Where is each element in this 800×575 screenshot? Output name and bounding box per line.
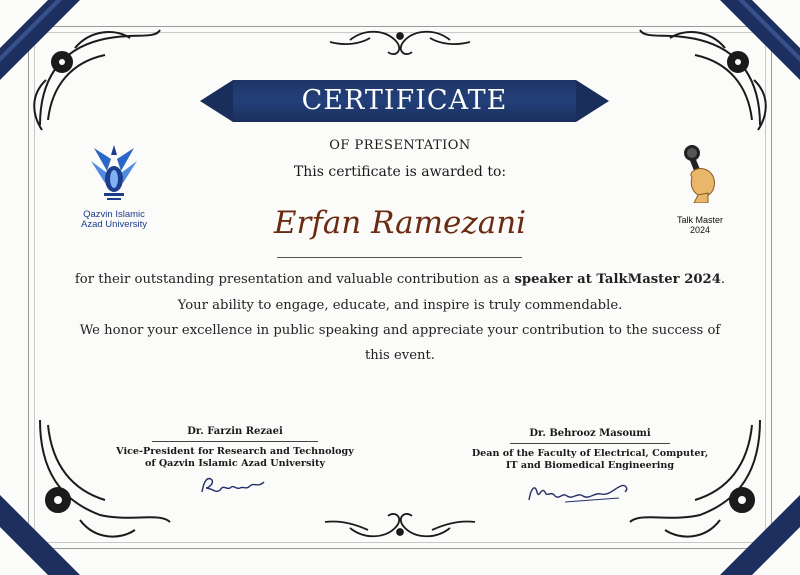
body-line-1-bold: speaker at TalkMaster 2024 [514,272,721,287]
signatory-name: Dr. Behrooz Masoumi [529,428,651,439]
awarded-text: This certificate is awarded to: [293,164,507,180]
talkmaster-label-line-1: Talk Master [676,215,723,225]
university-name [66,210,162,230]
signature-rezaei [198,472,270,498]
certificate-subtitle: OF PRESENTATION [329,138,471,153]
body-line-3: We honor your excellence in public speaking and appreciate your contribution to the success of [79,323,721,338]
bottom-center-ornament [325,514,475,536]
signatory-line [510,443,670,444]
university-name-line-1: Qazvin Islamic [83,209,145,220]
signatory-title-line-1: Vice-President for Research and Technology [116,446,354,457]
corner-ornament-top-right [640,30,766,130]
body-line-1-prefix: for their outstanding presentation and valuable contribution as a [74,272,511,287]
body-line-1-suffix: . [720,272,726,287]
top-center-ornament [330,32,470,54]
body-line-4: this event. [364,348,435,363]
talkmaster-label [652,215,748,235]
body-line-1 [40,272,760,287]
signatory-title-line-2: IT and Biomedical Engineering [505,460,675,471]
microphone-hand-icon [678,143,722,203]
signatory-title-line-1: Dean of the Faculty of Electrical, Computer, [471,448,709,459]
signatory-title-line-2: of Qazvin Islamic Azad University [144,458,326,469]
signature-masoumi [525,478,635,506]
university-name-line-2: Azad University [81,219,147,230]
talkmaster-label-line-2: 2024 [689,225,711,235]
recipient-name: Erfan Ramezani [273,205,527,241]
signatory-line [152,441,318,442]
recipient-underline [277,257,522,258]
signatory-title [465,448,715,472]
university-emblem-icon [89,143,139,203]
certificate-title: CERTIFICATE [301,85,508,116]
corner-ornament-top-left [34,30,160,130]
body-line-2: Your ability to engage, educate, and inspire is truly commendable. [177,298,623,313]
signatory-title [110,446,360,470]
corner-ornament-bottom-left [40,420,170,537]
signatory-name: Dr. Farzin Rezaei [187,426,283,437]
